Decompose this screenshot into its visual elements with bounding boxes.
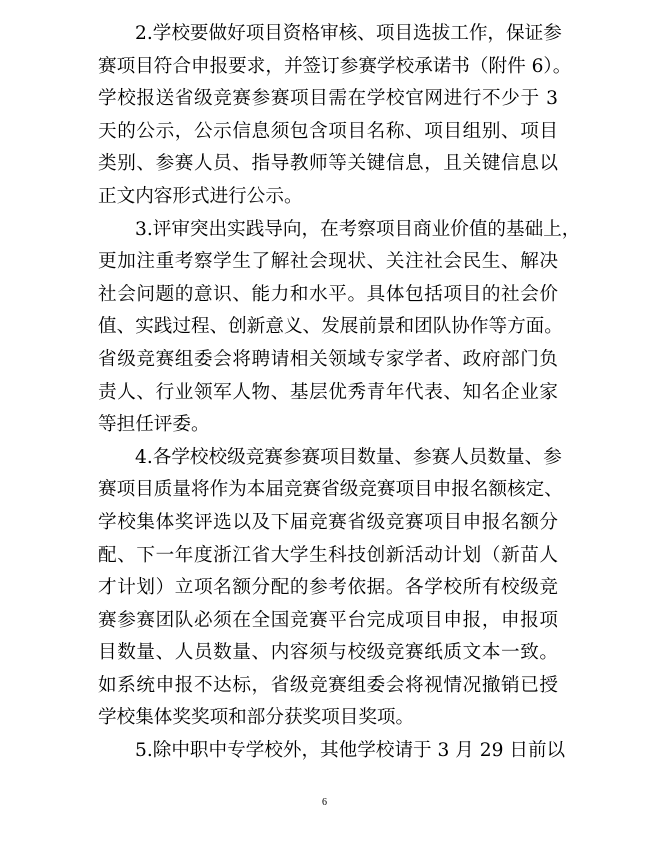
text-line: 赛项目符合申报要求，并签订参赛学校承诺书（附件 6）。 (98, 55, 572, 77)
text-line: 2.学校要做好项目资格审核、项目选拔工作，保证参 (135, 23, 562, 44)
text-line: 责人、行业领军人物、基层优秀青年代表、知名企业家 (98, 381, 558, 403)
text-line: 等担任评委。 (98, 414, 210, 436)
text-line: 社会问题的意识、能力和水平。具体包括项目的社会价 (98, 283, 558, 305)
text-line: 值、实践过程、创新意义、发展前景和团队协作等方面。 (98, 316, 563, 338)
text-line: 学校集体奖奖项和部分获奖项目奖项。 (98, 707, 415, 729)
text-line: 省级竞赛组委会将聘请相关领域专家学者、政府部门负 (98, 348, 558, 370)
text-line: 天的公示，公示信息须包含项目名称、项目组别、项目 (98, 120, 558, 142)
text-line: 类别、参赛人员、指导教师等关键信息，且关键信息以 (98, 153, 558, 175)
text-line: 学校报送省级竞赛参赛项目需在学校官网进行不少于 3 (98, 88, 558, 110)
text-line: 4.各学校校级竞赛参赛项目数量、参赛人员数量、参 (135, 446, 562, 468)
text-line: 配、下一年度浙江省大学生科技创新活动计划（新苗人 (98, 544, 558, 566)
body-text (98, 18, 581, 768)
text-line: 5.除中职中专学校外，其他学校请于 3 月 29 日前以 (135, 740, 566, 762)
text-line: 才计划）立项名额分配的参考依据。各学校所有校级竞 (98, 577, 558, 599)
text-line: 赛参赛团队必须在全国竞赛平台完成项目申报，申报项 (98, 609, 558, 631)
text-line: 更加注重考察学生了解社会现状、关注社会民生、解决 (98, 251, 558, 273)
text-line: 正文内容形式进行公示。 (98, 185, 303, 207)
text-line: 目数量、人员数量、内容须与校级竞赛纸质文本一致。 (98, 642, 558, 664)
page-number: 6 (322, 797, 327, 808)
text-line: 学校集体奖评选以及下届竞赛省级竞赛项目申报名额分 (98, 511, 558, 533)
text-line: 3.评审突出实践导向，在考察项目商业价值的基础上， (135, 218, 581, 240)
text-line: 赛项目质量将作为本届竞赛省级竞赛项目申报名额核定、 (98, 479, 563, 501)
text-line: 如系统申报不达标，省级竞赛组委会将视情况撤销已授 (98, 674, 558, 696)
